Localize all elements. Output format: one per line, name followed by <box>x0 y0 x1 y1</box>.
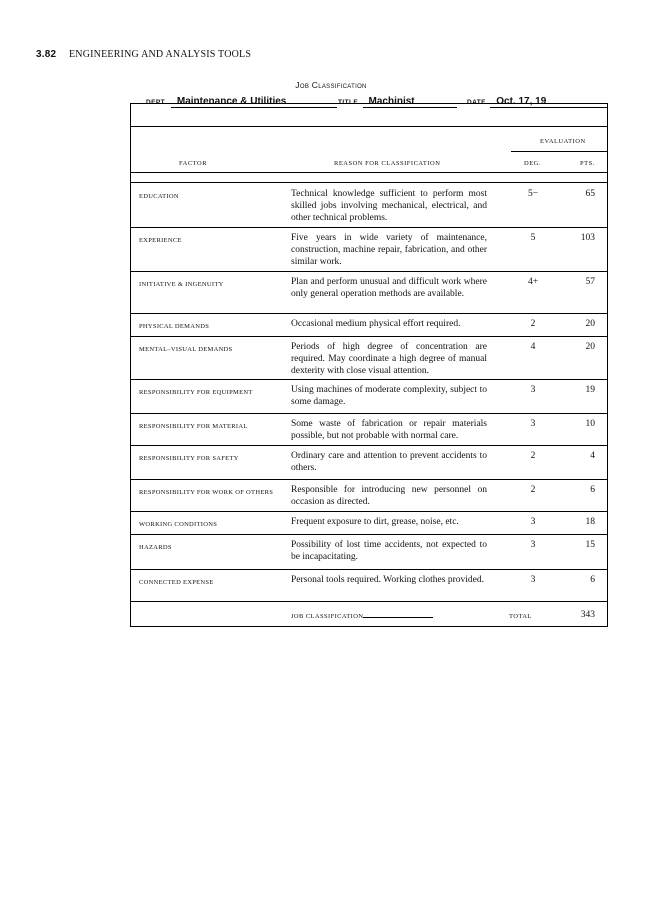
points-cell: 6 <box>590 485 595 495</box>
reason-header: REASON FOR CLASSIFICATION <box>334 160 441 167</box>
dept-label: DEPT. <box>146 99 167 106</box>
job-classification-label <box>291 613 433 620</box>
job-classification-line <box>363 617 433 618</box>
dept-value: Maintenance & Utilities <box>171 96 337 108</box>
reason-cell: Plan and perform unusual and difficult work where only general operation methods are available. <box>291 277 487 299</box>
row-divider <box>131 313 607 314</box>
title-label: TITLE <box>338 99 359 106</box>
points-cell: 65 <box>585 189 595 199</box>
row-divider <box>131 479 607 480</box>
pts-header: PTS. <box>580 160 595 167</box>
degree-cell: 3 <box>530 575 536 585</box>
points-cell: 20 <box>585 319 595 329</box>
factor-cell: CONNECTED EXPENSE <box>139 579 214 586</box>
row-divider <box>131 534 607 535</box>
factor-cell: EXPERIENCE <box>139 237 182 244</box>
factor-cell: PHYSICAL DEMANDS <box>139 323 210 330</box>
factor-cell: RESPONSIBILITY FOR EQUIPMENT <box>139 389 253 396</box>
date-label: DATE <box>467 99 486 106</box>
factor-cell: WORKING CONDITIONS <box>139 521 218 528</box>
factor-cell: RESPONSIBILITY FOR SAFETY <box>139 455 239 462</box>
row-divider <box>131 413 607 414</box>
row-divider <box>131 445 607 446</box>
row-divider <box>131 227 607 228</box>
points-cell: 6 <box>590 575 595 585</box>
running-title: ENGINEERING AND ANALYSIS TOOLS <box>68 49 252 60</box>
degree-cell: 3 <box>530 517 536 527</box>
degree-cell: 4 <box>530 342 536 352</box>
classification-form <box>130 103 608 627</box>
date-value: Oct. 17, 19 <box>490 96 608 108</box>
page-number: 3.82 <box>36 49 57 60</box>
divider <box>131 182 607 183</box>
factor-cell: EDUCATION <box>139 193 179 200</box>
total-label: TOTAL <box>509 613 532 620</box>
points-cell: 19 <box>585 385 595 395</box>
row-divider <box>131 336 607 337</box>
divider <box>131 172 607 173</box>
reason-cell: Using machines of moderate complexity, subject to some damage. <box>291 385 487 407</box>
degree-cell: 3 <box>530 385 536 395</box>
factor-cell: RESPONSIBILITY FOR MATERIAL <box>139 423 248 430</box>
reason-cell: Technical knowledge sufficient to perform most skilled jobs involving mechanical, electrical, and other technical problems. <box>291 189 487 223</box>
points-cell: 103 <box>580 233 595 243</box>
total-value: 343 <box>580 610 595 620</box>
points-cell: 4 <box>590 451 595 461</box>
title-value: Machinist <box>363 96 457 108</box>
degree-cell: 5 <box>530 233 536 243</box>
factor-cell: MENTAL–VISUAL DEMANDS <box>139 346 233 353</box>
evaluation-header: EVALUATION <box>540 138 586 145</box>
reason-cell: Occasional medium physical effort required. <box>291 319 461 329</box>
row-divider <box>131 379 607 380</box>
degree-cell: 2 <box>530 485 536 495</box>
degree-cell: 4+ <box>527 277 539 287</box>
degree-cell: 3 <box>530 419 536 429</box>
page-header <box>36 49 251 60</box>
points-cell: 20 <box>585 342 595 352</box>
degree-cell: 3 <box>530 540 536 550</box>
points-cell: 57 <box>585 277 595 287</box>
reason-cell: Frequent exposure to dirt, grease, noise, etc. <box>291 517 459 527</box>
reason-cell: Some waste of fabrication or repair materials possible, but not probable with normal care. <box>291 419 487 441</box>
job-classification-text: JOB CLASSIFICATION <box>291 613 364 620</box>
points-cell: 15 <box>585 540 595 550</box>
factor-cell: RESPONSIBILITY FOR WORK OF OTHERS <box>139 489 274 496</box>
evaluation-underline <box>511 151 607 152</box>
reason-cell: Periods of high degree of concentration are required. May coordinate a high degree of manual dexterity with close visual attention. <box>291 342 487 376</box>
form-title: Job Classification <box>295 80 367 90</box>
degree-cell: 2 <box>530 451 536 461</box>
divider <box>131 126 607 127</box>
reason-cell: Responsible for introducing new personnel on occasion as directed. <box>291 485 487 507</box>
row-divider <box>131 569 607 570</box>
row-divider <box>131 271 607 272</box>
row-divider <box>131 511 607 512</box>
degree-cell: 5− <box>527 189 539 199</box>
factor-cell: INITIATIVE & INGENUITY <box>139 281 224 288</box>
reason-cell: Ordinary care and attention to prevent accidents to others. <box>291 451 487 473</box>
reason-cell: Possibility of lost time accidents, not expected to be incapacitating. <box>291 540 487 562</box>
points-cell: 18 <box>585 517 595 527</box>
reason-cell: Personal tools required. Working clothes provided. <box>291 575 484 585</box>
factor-cell: HAZARDS <box>139 544 172 551</box>
divider <box>131 601 607 602</box>
deg-header: DEG. <box>524 160 541 167</box>
degree-cell: 2 <box>530 319 536 329</box>
reason-cell: Five years in wide variety of maintenance, construction, machine repair, fabrication, and other similar work. <box>291 233 487 267</box>
factor-header: FACTOR <box>179 160 208 167</box>
points-cell: 10 <box>585 419 595 429</box>
